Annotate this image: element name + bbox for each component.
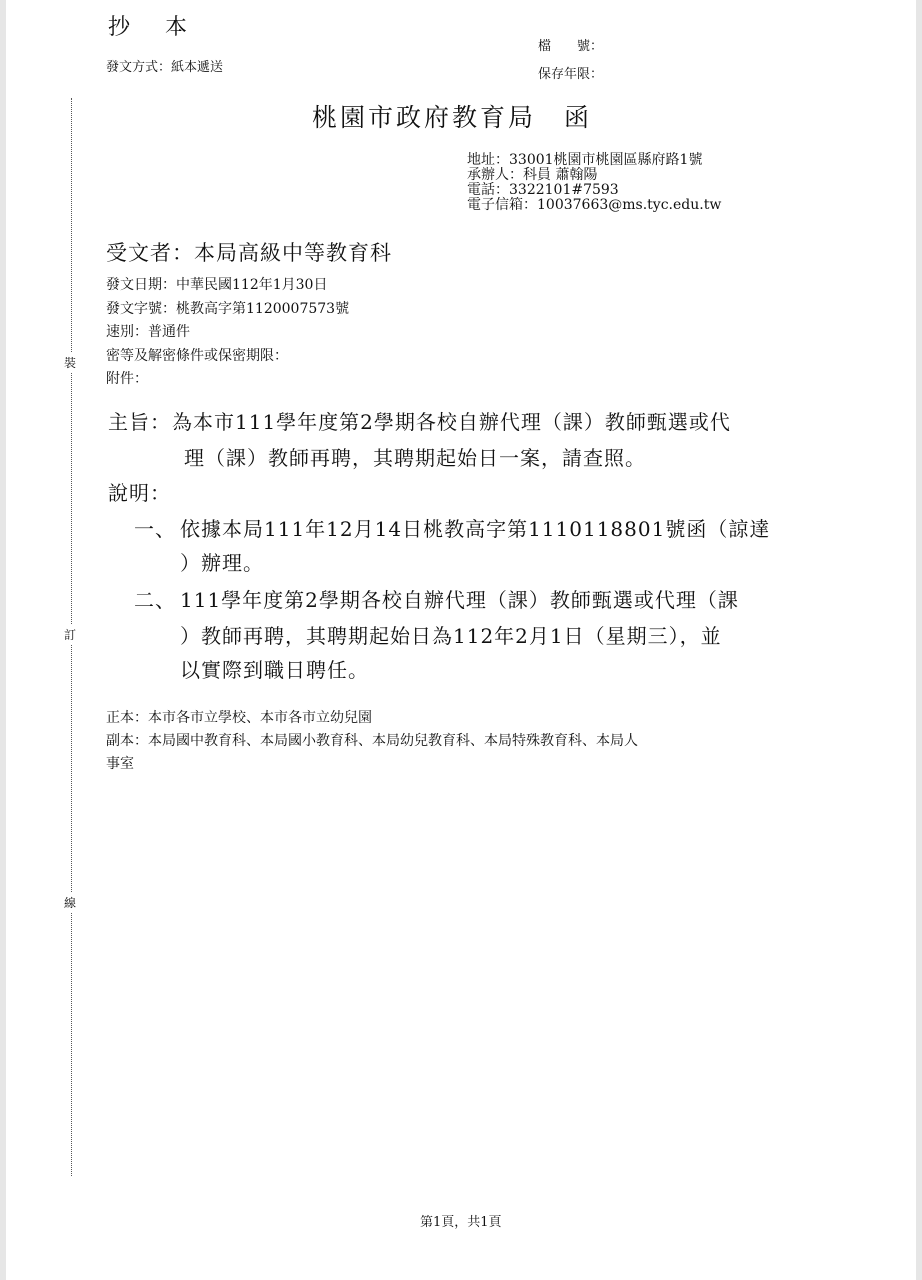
page-number: 第1頁，共1頁 [420,1215,502,1230]
cc-recipients-line-1: 副本：本局國中教育科、本局國小教育科、本局幼兒教育科、本局特殊教育科、本局人 [106,733,638,749]
attachment: 附件： [106,371,148,387]
cc-recipients-line-2: 事室 [106,756,134,772]
item-1-line-1: 依據本局111年12月14日桃教高字第1110118801號函（諒達 [180,517,771,541]
sender-contact: 承辦人：科員 蕭翰陽 [467,167,598,183]
original-recipients: 正本：本市各市立學校、本市各市立幼兒園 [106,710,372,726]
file-number: 檔 號： [538,39,604,54]
document-number: 發文字號：桃教高字第1120007573號 [106,300,350,317]
item-2-number: 二、 [134,588,176,612]
binding-mark-xian: 線 [64,892,76,913]
subject-line-2: 理（課）教師再聘，其聘期起始日一案，請查照。 [184,446,646,470]
issue-date: 發文日期：中華民國112年1月30日 [106,277,328,293]
recipient: 受文者：本局高級中等教育科 [106,241,392,265]
item-1-line-2: ）辦理。 [180,551,264,575]
sender-email: 電子信箱：10037663@ms.tyc.edu.tw [467,197,722,213]
distribution [106,707,638,776]
item-2-line-1: 111學年度第2學期各校自辦代理（課）教師甄選或代理（課 [180,588,739,612]
speed-class: 速別：普通件 [106,324,190,340]
item-2-line-3: 以實際到職日聘任。 [180,658,369,682]
retention-period: 保存年限： [538,67,604,82]
binding-mark-zhuang: 裝 [64,352,76,373]
item-1-number: 一、 [134,517,176,541]
sender-address: 地址：33001桃園市桃園區縣府路1號 [467,152,703,168]
document-title: 桃園市政府教育局 函 [312,103,593,132]
subject-line-1: 為本市111學年度第2學期各校自辦代理（課）教師甄選或代 [172,410,731,434]
description-label: 說明： [108,481,171,505]
sender-phone: 電話：3322101#7593 [467,182,619,198]
binding-mark-ding: 訂 [64,624,76,645]
copy-mark: 抄 本 [108,15,201,40]
scan-left-edge [0,0,6,1280]
sender-info [467,153,721,213]
subject-label: 主旨： [108,410,171,434]
item-2-line-2: ）教師再聘，其聘期起始日為112年2月1日（星期三），並 [180,624,722,648]
secrecy-level: 密等及解密條件或保密期限： [106,347,288,364]
scan-right-edge [916,0,922,1280]
send-method: 發文方式：紙本遞送 [106,60,224,75]
document-meta [106,274,349,392]
